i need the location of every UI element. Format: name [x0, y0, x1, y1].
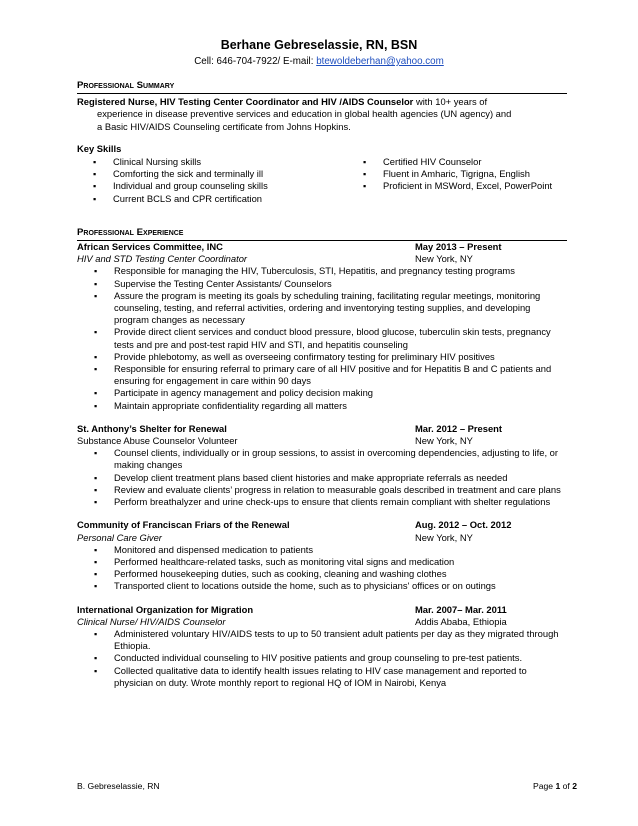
key-skills-heading: Key Skills — [77, 142, 122, 154]
candidate-name: Berhane Gebreselassie, RN, BSN — [220, 38, 418, 52]
job-bullet: ▪ Review and evaluate clients’ progress in relation to measurable goals described in treatment and care plans — [94, 484, 567, 496]
contact-phone: Cell: 646-704-7922/ E-mail: — [194, 56, 317, 67]
job-bullet: ▪ Maintain appropriate confidentiality regarding all matters — [94, 400, 567, 412]
job-org: St. Anthony’s Shelter for Renewal — [77, 422, 227, 434]
skill-item: ▪ Proficient in MSWord, Excel, PowerPoint — [363, 180, 563, 192]
job-dates: May 2013 – Present — [415, 241, 502, 253]
job-role: Personal Care Giver — [77, 531, 162, 543]
skills-right-list — [363, 156, 563, 205]
skill-item: ▪ Comforting the sick and terminally ill — [93, 168, 363, 180]
job-bullet: ▪ Provide phlebotomy, as well as overseeing confirmatory testing for preliminary HIV positives — [94, 351, 567, 363]
job-entry — [77, 519, 567, 592]
contact-line — [0, 56, 638, 67]
job-bullets — [77, 628, 567, 689]
job-org: Community of Franciscan Friars of the Renewal — [77, 519, 290, 531]
experience-heading: Professional Experience — [77, 227, 567, 241]
job-bullet: ▪ Participate in agency management and policy decision making — [94, 387, 567, 399]
summary-title: Registered Nurse, HIV Testing Center Coordinator and HIV /AIDS Counselor — [77, 96, 414, 108]
job-location: New York, NY — [415, 435, 473, 447]
job-dates: Aug. 2012 – Oct. 2012 — [415, 519, 512, 531]
job-dates: Mar. 2012 – Present — [415, 422, 503, 434]
job-bullet: ▪ Transported client to locations outside the home, such as to physicians' offices or on outings — [94, 580, 567, 592]
page-number: Page 1 of 2 — [533, 781, 577, 791]
job-location: New York, NY — [415, 253, 473, 265]
job-entry — [77, 241, 567, 412]
job-bullets — [77, 544, 567, 593]
job-bullet: ▪ Performed healthcare-related tasks, such as monitoring vital signs and medication — [94, 556, 567, 568]
job-bullet: ▪ Provide direct client services and conduct blood pressure, blood glucose, tuberculin skin tests, pregnancy tests and pre and post-test rapid HIV and STI, and hepatitis counseling — [94, 326, 567, 350]
job-role: Substance Abuse Counselor Volunteer — [77, 435, 238, 447]
job-role: Clinical Nurse/ HIV/AIDS Counselor — [77, 615, 226, 627]
job-entry — [77, 604, 567, 689]
skill-item: ▪ Fluent in Amharic, Tigrigna, English — [363, 168, 563, 180]
resume-body — [77, 80, 567, 689]
summary-line1: with 10+ years of — [413, 96, 488, 108]
job-entry — [77, 423, 567, 508]
job-role: HIV and STD Testing Center Coordinator — [77, 253, 248, 265]
skills-left-list — [77, 156, 363, 205]
job-bullets — [77, 447, 567, 508]
job-dates: Mar. 2007– Mar. 2011 — [415, 603, 507, 615]
job-org: African Services Committee, INC — [77, 241, 223, 253]
job-bullet: ▪ Collected qualitative data to identify health issues relating to HIV case management and reported to physician on duty. Wrote monthly report to regional HQ of IOM in Nairobi, Kenya — [94, 665, 567, 689]
summary-line3: a Basic HIV/AIDS Counseling certificate from Johns Hopkins. — [97, 120, 351, 132]
job-bullet: ▪ Develop client treatment plans based client histories and make appropriate referrals as needed — [94, 472, 567, 484]
job-bullet: ▪ Conducted individual counseling to HIV positive patients and group counseling to pre-test patients. — [94, 652, 567, 664]
job-bullet: ▪ Supervise the Testing Center Assistants/ Counselors — [94, 278, 567, 290]
skill-item: ▪ Individual and group counseling skills — [93, 180, 363, 192]
summary-text — [77, 96, 567, 133]
email-link[interactable]: btewoldeberhan@yahoo.com — [316, 56, 444, 67]
job-bullet: ▪ Responsible for ensuring referral to primary care of all HIV positive and for Hepatitis B and C patients and ensuring for engagement in care within 90 days — [94, 363, 567, 387]
skill-item: ▪ Current BCLS and CPR certification — [93, 193, 363, 205]
job-bullets — [77, 265, 567, 411]
job-location: Addis Ababa, Ethiopia — [415, 615, 507, 627]
key-skills — [77, 156, 567, 205]
job-bullet: ▪ Perform breathalyzer and urine check-ups to ensure that clients remain compliant with shelter regulations — [94, 496, 567, 508]
summary-heading: Professional Summary — [77, 80, 567, 94]
job-bullet: ▪ Administered voluntary HIV/AIDS tests to up to 50 transient adult patients per day as they migrated through Ethiopia. — [94, 628, 567, 652]
job-location: New York, NY — [415, 531, 473, 543]
job-bullet: ▪ Counsel clients, individually or in group sessions, to assist in overcoming dependencies, adjusting to life, or making changes — [94, 447, 567, 471]
skill-item: ▪ Certified HIV Counselor — [363, 156, 563, 168]
job-bullet: ▪ Assure the program is meeting its goals by scheduling training, facilitating regular meetings, monitoring counseling, testing, and referral activities, ordering and inventorying testing supplies, and developing program changes as necessary — [94, 290, 567, 327]
job-bullet: ▪ Performed housekeeping duties, such as cooking, cleaning and washing clothes — [94, 568, 567, 580]
job-org: International Organization for Migration — [77, 603, 254, 615]
summary-line2: experience in disease preventive services and education in global health agencies (UN agency) and — [97, 108, 512, 120]
page-footer — [77, 781, 577, 791]
job-bullet: ▪ Responsible for managing the HIV, Tuberculosis, STI, Hepatitis, and pregnancy testing programs — [94, 265, 567, 277]
skill-item: ▪ Clinical Nursing skills — [93, 156, 363, 168]
footer-author: B. Gebreselassie, RN — [77, 781, 160, 791]
job-bullet: ▪ Monitored and dispensed medication to patients — [94, 544, 567, 556]
